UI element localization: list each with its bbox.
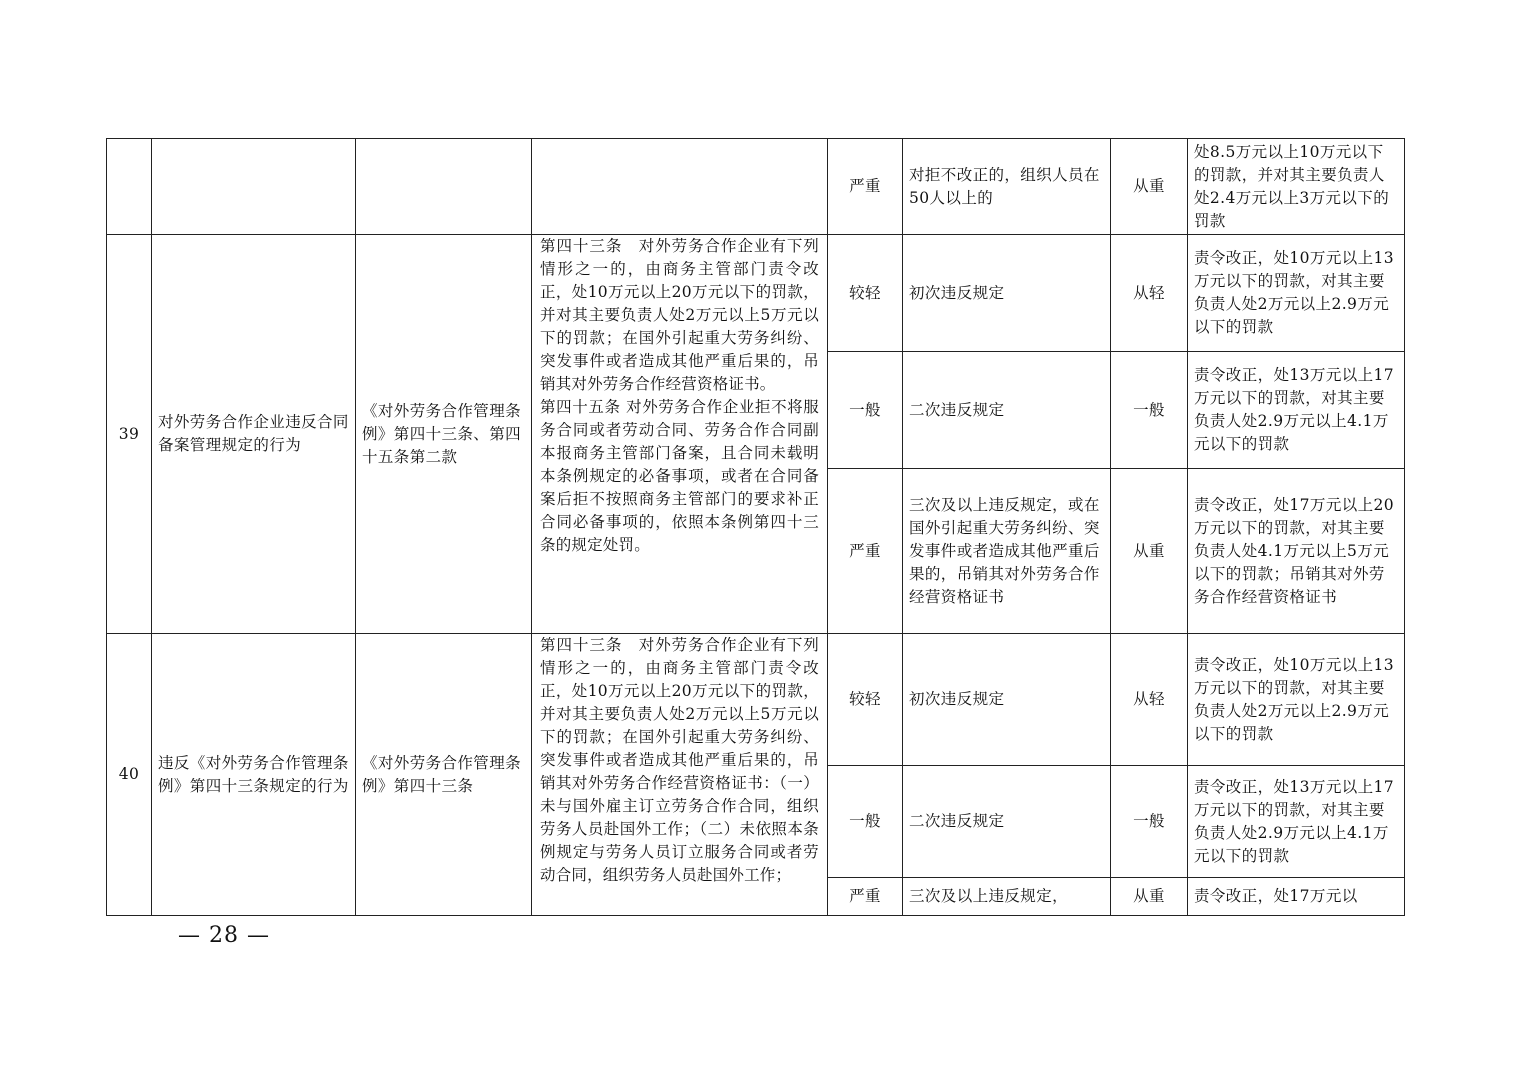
- basis-text-cell: [532, 634, 828, 916]
- page-number: — 28 —: [178, 923, 270, 948]
- penalty-level-cell: 从轻: [1111, 235, 1188, 352]
- degree-cell: 严重: [828, 469, 903, 634]
- basis-article: 第四十三条 对外劳务合作企业有下列情形之一的，由商务主管部门责令改正，处10万元以上20万元以下的罚款，并对其主要负责人处2万元以上5万元以下的罚款；在国外引起重大劳务纠纷、突发事件或者造成其他严重后果的，吊销其对外劳务合作经营资格证书。: [540, 237, 819, 393]
- penalty-level-cell: 从重: [1111, 139, 1188, 235]
- basis-article: 第四十五条 对外劳务合作企业拒不将服务合同或者劳动合同、劳务合作合同副本报商务主管部门备案，且合同未载明本条例规定的必备事项，或者在合同备案后拒不按照商务主管部门的要求补正合同必备事项的，依照本条例第四十三条的规定处罚。: [540, 398, 819, 554]
- penalty-level-cell: 一般: [1111, 352, 1188, 469]
- basis-name-cell: 《对外劳务合作管理条例》第四十三条、第四十五条第二款: [356, 235, 532, 634]
- circumstance-cell: 三次及以上违反规定，或在国外引起重大劳务纠纷、突发事件或者造成其他严重后果的，吊销其对外劳务合作经营资格证书: [903, 469, 1111, 634]
- basis-text-cell: [532, 235, 828, 634]
- penalty-level-cell: 从重: [1111, 469, 1188, 634]
- circumstance-cell: 二次违反规定: [903, 352, 1111, 469]
- item-number-cell: 39: [107, 235, 152, 634]
- circumstance-cell: 对拒不改正的，组织人员在50人以上的: [903, 139, 1111, 235]
- degree-cell: 严重: [828, 139, 903, 235]
- table-row: [107, 634, 1405, 766]
- degree-cell: 严重: [828, 878, 903, 916]
- degree-cell: 较轻: [828, 235, 903, 352]
- penalty-level-cell: 一般: [1111, 766, 1188, 878]
- degree-cell: 一般: [828, 352, 903, 469]
- basis-name-cell: [356, 139, 532, 235]
- continuation-row: [107, 139, 1405, 235]
- item-number-cell: 40: [107, 634, 152, 916]
- circumstance-cell: 三次及以上违反规定，: [903, 878, 1111, 916]
- penalty-level-cell: 从轻: [1111, 634, 1188, 766]
- penalty-level-cell: 从重: [1111, 878, 1188, 916]
- penalty-cell: 责令改正，处17万元以: [1188, 878, 1405, 916]
- penalty-cell: 责令改正，处10万元以上13万元以下的罚款，对其主要负责人处2万元以上2.9万元以下的罚款: [1188, 634, 1405, 766]
- penalty-cell: 责令改正，处13万元以上17万元以下的罚款，对其主要负责人处2.9万元以上4.1万元以下的罚款: [1188, 352, 1405, 469]
- basis-name-cell: 《对外劳务合作管理条例》第四十三条: [356, 634, 532, 916]
- table-row: [107, 235, 1405, 352]
- circumstance-cell: 二次违反规定: [903, 766, 1111, 878]
- circumstance-cell: 初次违反规定: [903, 235, 1111, 352]
- behavior-cell: [152, 139, 356, 235]
- basis-text-cell: [532, 139, 828, 235]
- degree-cell: 一般: [828, 766, 903, 878]
- behavior-cell: 对外劳务合作企业违反合同备案管理规定的行为: [152, 235, 356, 634]
- degree-cell: 较轻: [828, 634, 903, 766]
- penalty-cell: 责令改正，处13万元以上17万元以下的罚款，对其主要负责人处2.9万元以上4.1万元以下的罚款: [1188, 766, 1405, 878]
- item-number-cell: [107, 139, 152, 235]
- penalty-cell: 责令改正，处17万元以上20万元以下的罚款，对其主要负责人处4.1万元以上5万元以下的罚款；吊销其对外劳务合作经营资格证书: [1188, 469, 1405, 634]
- circumstance-cell: 初次违反规定: [903, 634, 1111, 766]
- behavior-cell: 违反《对外劳务合作管理条例》第四十三条规定的行为: [152, 634, 356, 916]
- penalty-cell: 责令改正，处10万元以上13万元以下的罚款，对其主要负责人处2万元以上2.9万元以下的罚款: [1188, 235, 1405, 352]
- basis-article: 第四十三条 对外劳务合作企业有下列情形之一的，由商务主管部门责令改正，处10万元以上20万元以下的罚款，并对其主要负责人处2万元以上5万元以下的罚款；在国外引起重大劳务纠纷、突发事件或者造成其他严重后果的，吊销其对外劳务合作经营资格证书：（一）未与国外雇主订立劳务合作合同，组织劳务人员赴国外工作；（二）未依照本条例规定与劳务人员订立服务合同或者劳动合同，组织劳务人员赴国外工作；: [540, 636, 819, 884]
- penalty-standard-table: [106, 138, 1405, 916]
- penalty-cell: 处8.5万元以上10万元以下的罚款，并对其主要负责人处2.4万元以上3万元以下的罚款: [1188, 139, 1405, 235]
